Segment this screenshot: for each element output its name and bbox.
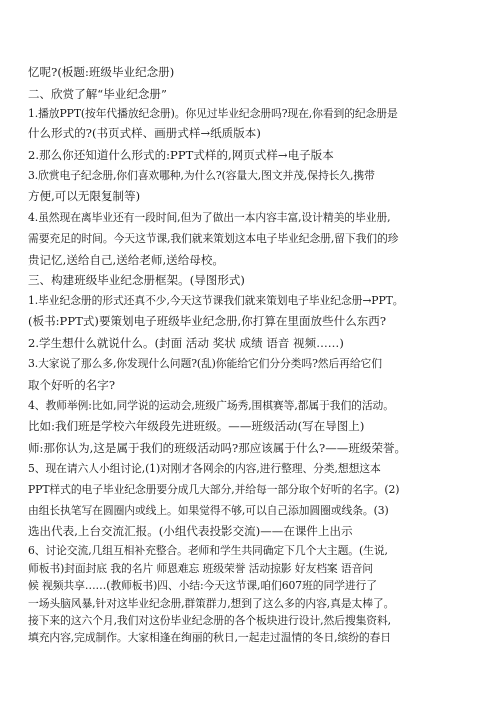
text-line: PPT样式的电子毕业纪念册要分成几大部分,并给每一部分取个好听的名字。(2) [28, 483, 400, 496]
text-line: 4、教师举例:比如,同学说的运动会,班级广场秀,围棋赛等,都属于我们的活动。 [28, 399, 394, 412]
text-line: (板书:PPT式)要策划电子班级毕业纪念册,你打算在里面放些什么东西? [28, 314, 387, 328]
text-line: 选出代表,上台交流汇报。(小组代表投影交流)——在课件上出示 [28, 524, 353, 538]
text-line: 由组长执笔写在圆圈内或线上。如果觉得不够,可以自己添加圆圈或线条。(3) [28, 504, 389, 517]
text-line: 3.欣赏电子纪念册,你们喜欢哪种,为什么?(容量大,图文并茂,保持长久,携带 [28, 169, 375, 182]
text-line: 比如:我们班是学校六年级段先进班级。——班级活动(写在导图上) [28, 419, 365, 433]
text-line: 填充内容,完成制作。大家相逢在绚丽的秋日,一起走过温情的冬日,缤纷的春日 [28, 631, 391, 644]
text-line: 5、现在请六人小组讨论,(1)对刚才各网余的内容,进行整理、分类,想想这本 [28, 462, 381, 475]
text-line: 师:那你认为,这是属于我们的班级活动吗?那应该属于什么?——班级荣誉。 [28, 441, 407, 455]
text-line: 候 视频共享……(教师板书)四、小结:今天这节课,咱们607班的同学进行了 [28, 579, 377, 592]
text-line: 需要充足的时间。今天这节课,我们就来策划这本电子毕业纪念册,留下我们的珍 [28, 232, 399, 245]
text-line: 1.播放PPT(按年代播放纪念册)。你见过毕业纪念册吗?现在,你看到的纪念册是 [28, 107, 398, 120]
text-line: 师板书)封面封底 我的名片 师恩难忘 班级荣誉 活动掠影 好友档案 语音问 [28, 562, 374, 575]
section-heading: 三、构建班级毕业纪念册框架。(导图形式) [28, 273, 245, 287]
text-line: 取个好听的名字? [28, 378, 116, 392]
text-line: 4.虽然现在离毕业还有一段时间,但为了做出一本内容丰富,设计精美的毕业册, [28, 211, 391, 224]
text-line: 一场头脑风暴,针对这毕业纪念册,群策群力,想到了这么多的内容,真是太棒了。 [28, 597, 395, 610]
text-line: 1.毕业纪念册的形式还真不少,今天这节课我们就来策划电子毕业纪念册→PPT。 [28, 294, 404, 307]
text-line: 什么形式的?(书页式样、画册式样→纸质版本) [28, 126, 261, 140]
text-line: 接下来的这六个月,我们对这份毕业纪念册的各个板块进行设计,然后搜集资料, [28, 614, 391, 627]
text-line: 贵记忆,送给自己,送给老师,送给母校。 [28, 253, 224, 267]
text-line: 6、讨论交流,几组互相补充整合。老师和学生共同确定下几个大主题。(生说, [28, 544, 388, 557]
text-line: 3.大家说了那么多,你发现什么问题?(乱)你能给它们分分类吗?然后再给它们 [28, 357, 382, 370]
text-line: 方便,可以无限复制等) [28, 189, 141, 203]
text-line: 2.学生想什么就说什么。(封面 活动 奖状 成绩 语音 视频……) [28, 336, 344, 350]
section-heading: 二、欣赏了解“毕业纪念册” [28, 87, 167, 101]
text-line: 2.那么你还知道什么形式的:PPT式样的,网页式样→电子版本 [28, 148, 334, 162]
text-line: 忆呢?(板题:班级毕业纪念册) [28, 65, 175, 79]
